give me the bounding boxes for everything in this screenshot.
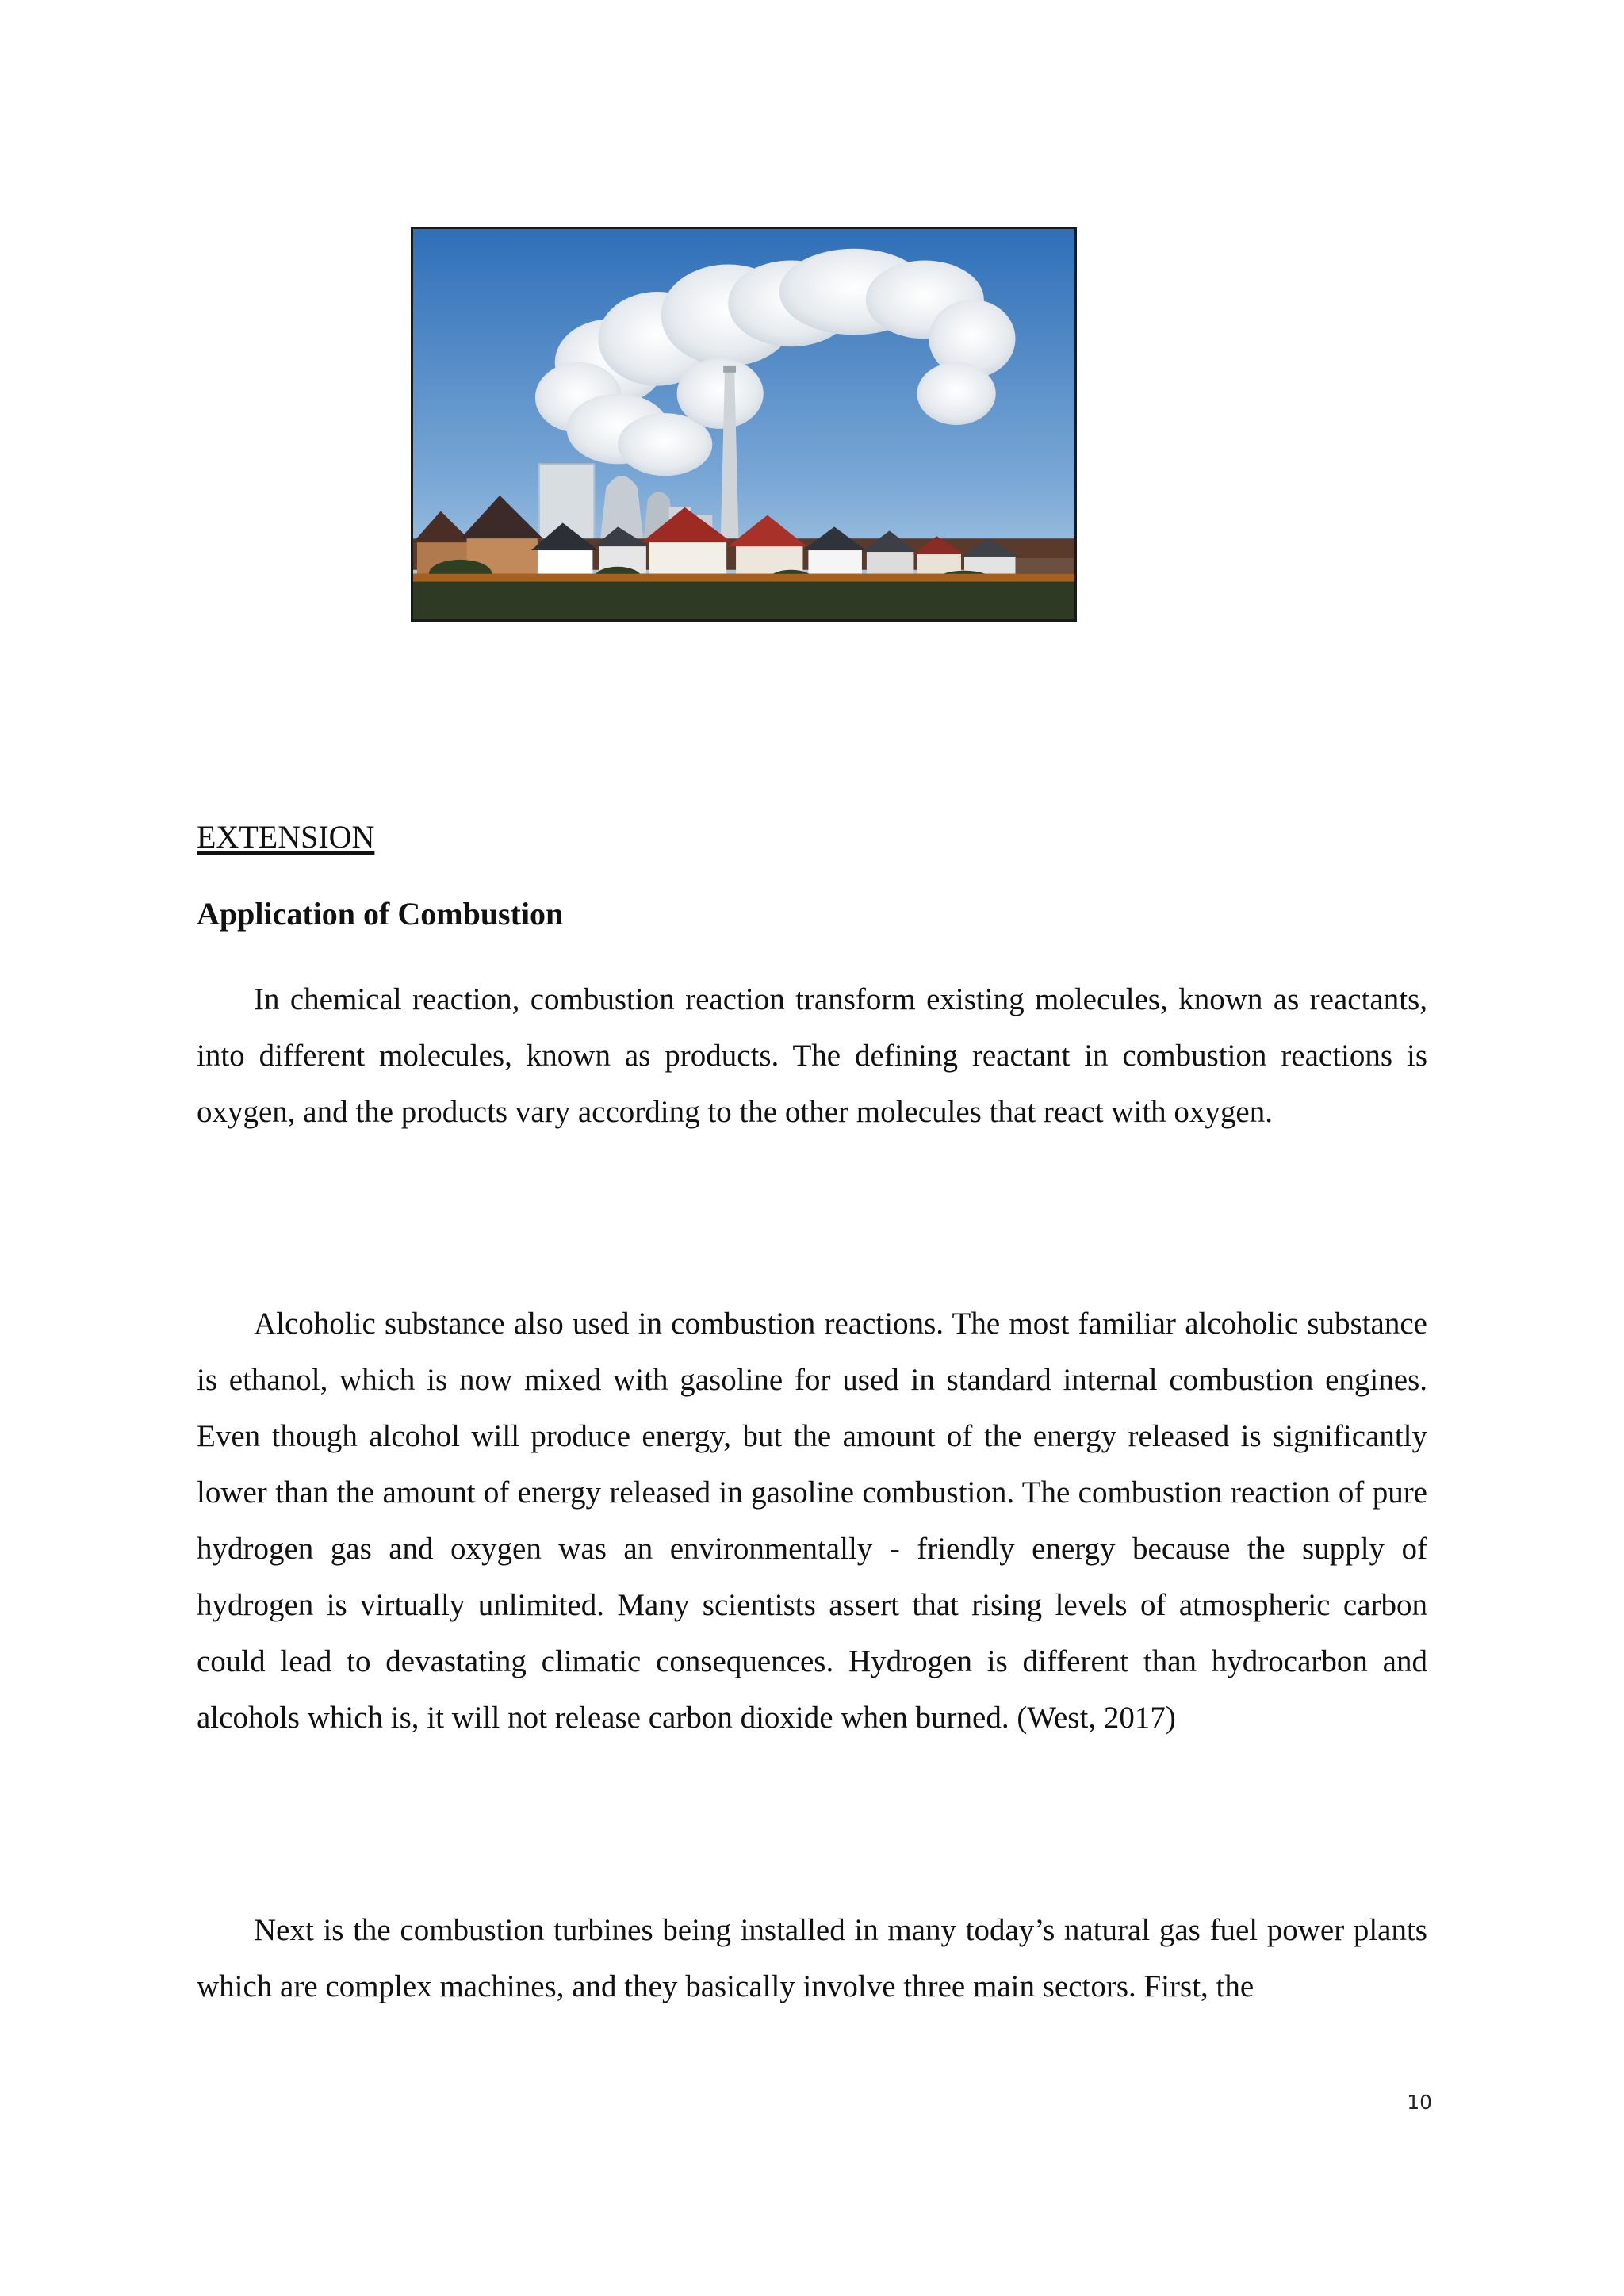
paragraph: In chemical reaction, combustion reaction transform existing molecules, known as reactants, into different molecules, known as products. The defining reactant in combustion reactions is oxygen, and the products vary according to the other molecules that react with oxygen. (197, 982, 1427, 1129)
paragraph: Next is the combustion turbines being installed in many today’s natural gas fuel power plants which are complex machines, and they basically involve three main sectors. First, the (197, 1913, 1427, 2003)
paragraph: Alcoholic substance also used in combustion reactions. The most familiar alcoholic substance is ethanol, which is now mixed with gasoline for used in standard internal combustion engines. Even though alcohol will produce energy, but the amount of the energy released is significantly lower than the amount of energy released in gasoline combustion. The combustion reaction of pure hydrogen gas and oxygen was an environmentally - friendly energy because the supply of hydrogen is virtually unlimited. Many scientists assert that rising levels of atmospheric carbon could lead to devastating climatic consequences. Hydrogen is different than hydrocarbon and alcohols which is, it will not release carbon dioxide when burned. (West, 2017) (197, 1307, 1427, 1735)
page-number: 10 (1407, 2091, 1432, 2114)
power-plant-photo (411, 227, 1077, 622)
hedge (413, 574, 1074, 582)
section-label: EXTENSION (197, 819, 375, 855)
power-plant-illustration (413, 229, 1074, 619)
section-heading: Application of Combustion (197, 896, 564, 932)
